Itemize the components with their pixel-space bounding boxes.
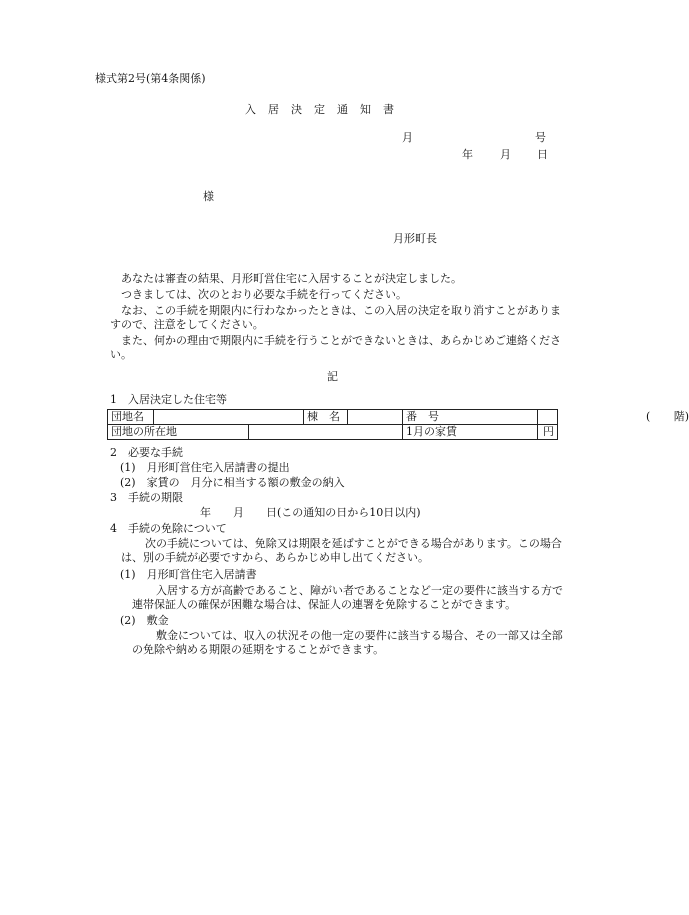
unit-number-value: [538, 410, 689, 425]
document-title: 入居決定通知書: [245, 103, 406, 116]
section-4-intro: 次の手続については、免除又は期限を延ばすことができる場合があります。この場合は、別の手続が必要ですから、あらかじめ申し出てください。: [121, 537, 562, 565]
monthly-rent-value: [538, 425, 558, 440]
floor-open: (: [646, 410, 651, 423]
section-2-heading: 2 必要な手続: [110, 446, 183, 459]
estate-name-value: [154, 410, 304, 425]
addressee-suffix: 様: [203, 190, 214, 203]
floor-close: 階): [673, 410, 689, 423]
table-row: [108, 425, 558, 440]
table-row: [108, 410, 558, 425]
unit-number-label: 番 号: [403, 410, 538, 425]
intro-paragraph-1: あなたは審査の結果、月形町営住宅に入居することが決定しました。: [121, 272, 462, 285]
date-month-label: 月: [500, 148, 511, 161]
section-4-heading: 4 手続の免除について: [110, 522, 227, 535]
building-name-value: [348, 410, 403, 425]
section-3-heading: 3 手続の期限: [110, 491, 183, 504]
section-1-heading: 1 入居決定した住宅等: [110, 393, 227, 406]
section-2-item-1: (1) 月形町営住宅入居請書の提出: [120, 461, 290, 474]
date-day-label: 日: [537, 148, 548, 161]
number-label: 号: [535, 131, 546, 144]
estate-address-label: 団地の所在地: [108, 425, 249, 440]
section-4-sub-1-title: (1) 月形町営住宅入居請書: [120, 568, 257, 581]
housing-table: [107, 409, 689, 440]
form-number: 様式第2号(第4条関係): [95, 72, 206, 85]
intro-paragraph-3: なお、この手続を期限内に行わなかったときは、この入居の決定を取り消すことがありますので、注意をしてください。: [110, 304, 561, 332]
yen-unit: 円: [543, 425, 554, 438]
sender-name: 月形町長: [393, 232, 437, 245]
date-year-label: 年: [462, 148, 473, 161]
month-label: 月: [402, 131, 413, 144]
section-4-sub-1-body: 入居する方が高齢であること、障がい者であることなど一定の要件に該当する方で連帯保証人の確保が困難な場合は、保証人の連署を免除することができます。: [132, 584, 563, 612]
building-name-label: 棟 名: [304, 410, 348, 425]
section-4-sub-2-body: 敷金については、収入の状況その他一定の要件に該当する場合、その一部又は全部の免除や納める期限の延期をすることができます。: [132, 629, 563, 657]
deadline-line: 年 月 日(この通知の日から10日以内): [200, 506, 421, 519]
estate-address-value: [249, 425, 403, 440]
estate-name-label: 団地名: [108, 410, 154, 425]
intro-paragraph-4: また、何かの理由で期限内に手続を行うことができないときは、あらかじめご連絡ください。: [110, 334, 561, 362]
section-4-sub-2-title: (2) 敷金: [120, 614, 169, 627]
intro-paragraph-2: つきましては、次のとおり必要な手続を行ってください。: [121, 288, 407, 301]
monthly-rent-label: 1月の家賃: [403, 425, 538, 440]
section-2-item-2: (2) 家賃の 月分に相当する額の敷金の納入: [120, 476, 345, 489]
ki-marker: 記: [327, 370, 338, 383]
